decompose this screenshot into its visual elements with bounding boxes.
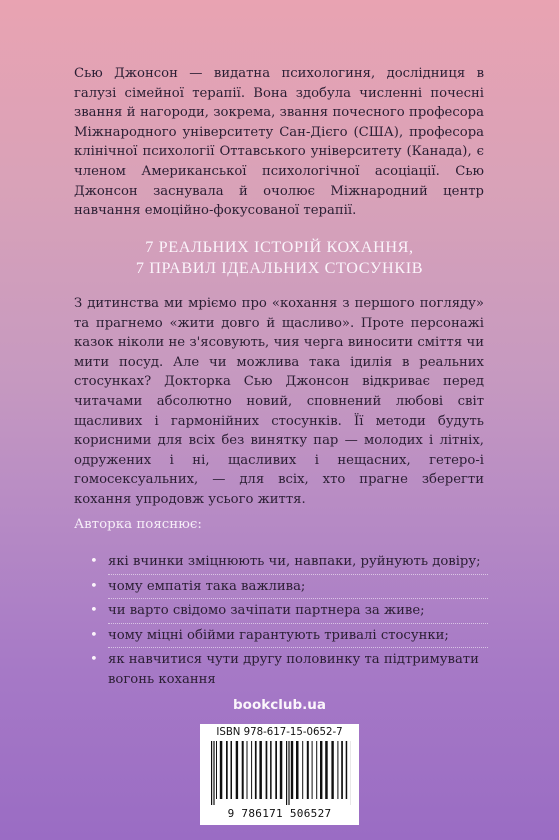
barcode-bar bbox=[331, 741, 333, 799]
barcode-bar bbox=[325, 741, 328, 799]
list-item bbox=[90, 552, 488, 575]
list-item-text: чому міцні обійми гарантують тривалі стосунки; bbox=[108, 627, 449, 643]
barcode-bar bbox=[316, 741, 317, 799]
barcode-bar bbox=[270, 741, 272, 799]
bullet-icon: • bbox=[90, 578, 98, 594]
barcode-bar bbox=[213, 741, 214, 805]
barcode-bar bbox=[226, 741, 228, 799]
publisher-website: bookclub.ua bbox=[233, 697, 326, 713]
isbn-barcode-panel bbox=[200, 724, 359, 825]
bullet-list bbox=[90, 552, 488, 694]
barcode-digits: 9 786171 506527 bbox=[227, 807, 332, 820]
barcode-icon bbox=[210, 741, 351, 805]
barcode-bar bbox=[275, 741, 277, 799]
barcode-bar bbox=[259, 741, 262, 799]
list-item-text: як навчитися чути другу половинку та підтримувати вогонь кохання bbox=[108, 652, 479, 687]
barcode-bar bbox=[211, 741, 212, 805]
list-item bbox=[90, 626, 488, 649]
list-item-text: чому емпатія така важлива; bbox=[108, 578, 306, 594]
list-item-text: які вчинки зміцнюють чи, навпаки, руйнують довіру; bbox=[108, 554, 481, 569]
barcode-bar bbox=[346, 741, 348, 799]
barcode-bar bbox=[337, 741, 338, 799]
barcode-bar bbox=[341, 741, 343, 799]
book-description: З дитинства ми мріємо про «кохання з першого погляду» та прагнемо «жити довго й щасливо». Проте персонажі казок ніколи не з'ясовують, чия черга виносити сміття чи мити посуд. Але чи можлива така ідилія в реальних стосунках? Докторка Сью Джонсон відкриває перед читачами абсолютно новий, сповнений любові світ щасливих і гармонійних стосунків. Її методи будуть корисними для всіх без винятку пар — молодих і літніх, одружених і ні, щасливих і нещасних, гетеро-і гомосексуальних, — для всіх, хто прагне зберегти кохання упродовж усього життя. bbox=[74, 296, 484, 507]
barcode-bar bbox=[255, 741, 257, 799]
headline-line-2: 7 ПРАВИЛ ІДЕАЛЬНИХ СТОСУНКІВ bbox=[135, 259, 424, 277]
barcode-bar bbox=[286, 741, 287, 805]
barcode-bar bbox=[220, 741, 223, 799]
list-intro: Авторка пояснює: bbox=[74, 517, 202, 532]
list-item-text: чи варто свідомо зачіпати партнера за живе; bbox=[108, 603, 425, 619]
list-item bbox=[90, 577, 488, 600]
barcode-bar bbox=[236, 741, 238, 799]
list-item bbox=[90, 601, 488, 624]
barcode-bar bbox=[251, 741, 252, 799]
bullet-icon: • bbox=[90, 652, 98, 668]
barcode-bar bbox=[302, 741, 303, 799]
barcode-bar bbox=[288, 741, 289, 805]
list-item bbox=[90, 650, 488, 691]
barcode-bar bbox=[291, 741, 293, 799]
barcode-bar bbox=[280, 741, 283, 799]
barcode-bar bbox=[231, 741, 233, 799]
headline bbox=[60, 237, 499, 279]
barcode-bar bbox=[247, 741, 248, 799]
barcode-bar bbox=[307, 741, 309, 799]
bullet-icon: • bbox=[90, 627, 98, 643]
headline-line-1: 7 РЕАЛЬНИХ ІСТОРІЙ КОХАННЯ, bbox=[145, 238, 414, 256]
isbn-label: ISBN 978-617-15-0652-7 bbox=[216, 727, 343, 738]
barcode-bar bbox=[216, 741, 217, 799]
barcode-bar bbox=[266, 741, 268, 799]
barcode-bar bbox=[296, 741, 299, 799]
bullet-icon: • bbox=[90, 554, 98, 569]
barcode-bar bbox=[312, 741, 313, 799]
author-bio: Сью Джонсон — видатна психологиня, дослідниця в галузі сімейної терапії. Вона здобула численні почесні звання й нагороди, зокрема, звання почесного професора Міжнародного університету Сан-Дієго (США), професора клінічної психології Оттавського університету (Канада), є членом Американської психологічної асоціації. Сью Джонсон заснувала й очолює Міжнародний центр навчання емоційно-фокусованої терапії. bbox=[74, 66, 484, 219]
bullet-icon: • bbox=[90, 603, 98, 619]
barcode-bar bbox=[320, 741, 322, 799]
barcode-bar bbox=[242, 741, 244, 799]
